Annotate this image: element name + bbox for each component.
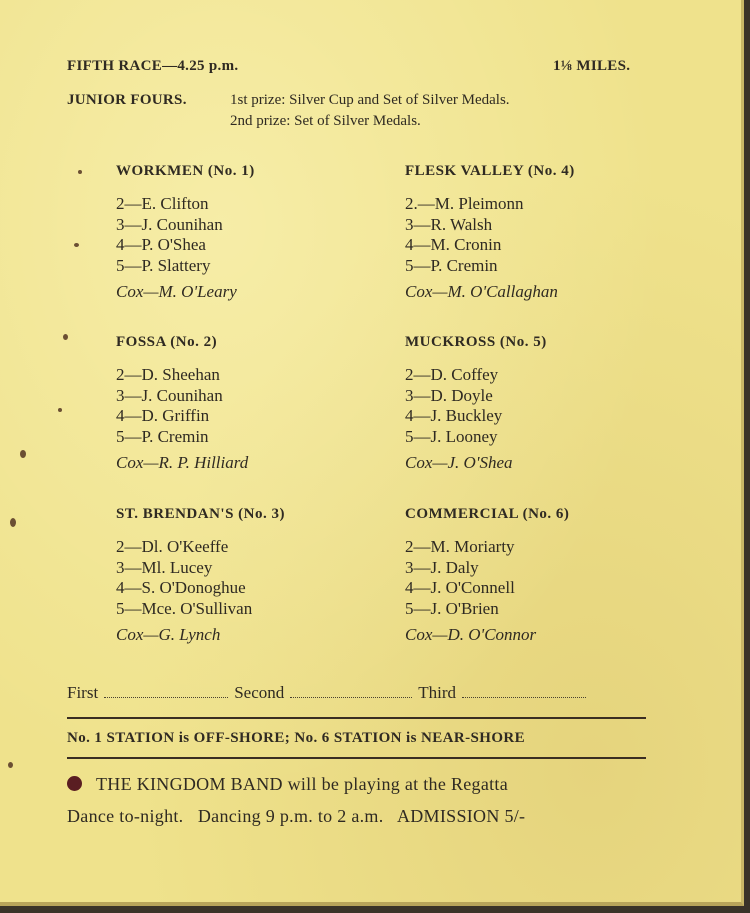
- crew-member: 2.—M. Pleimonn: [405, 194, 524, 213]
- race-distance: 1⅛ MILES.: [553, 58, 631, 74]
- crew-member: 5—J. O'Brien: [405, 598, 499, 618]
- team-block: [405, 163, 575, 302]
- crew-member: 4—J. Buckley: [405, 406, 503, 425]
- band-line1-text: THE KINGDOM BAND will be playing at the Regatta: [96, 774, 509, 794]
- foxing-spot: [78, 170, 82, 174]
- team-block: [405, 334, 547, 473]
- crew-member: 3—J. Counihan: [116, 214, 223, 234]
- race-title: FIFTH RACE—4.25 p.m.: [67, 58, 239, 74]
- team-block: [116, 334, 248, 473]
- foxing-spot: [74, 243, 79, 247]
- foxing-spot: [20, 450, 26, 458]
- foxing-spot: [63, 334, 68, 340]
- team-block: [405, 506, 569, 645]
- bullet-icon: [67, 776, 82, 791]
- team-name: ST. BRENDAN'S (No. 3): [116, 506, 285, 522]
- cox-name: Cox—G. Lynch: [116, 625, 221, 644]
- band-announcement-line2: Dance to-night. Dancing 9 p.m. to 2 a.m. ADMISSION 5/-: [67, 806, 526, 826]
- crew-member: 4—M. Cronin: [405, 235, 502, 254]
- third-label: Third: [418, 683, 457, 702]
- cox-name: Cox—M. O'Callaghan: [405, 282, 558, 301]
- crew-member: 5—P. Cremin: [116, 426, 209, 446]
- crew-member: 2—M. Moriarty: [405, 537, 515, 556]
- cox-name: Cox—J. O'Shea: [405, 453, 513, 472]
- crew-member: 2—D. Sheehan: [116, 365, 220, 384]
- cox-name: Cox—M. O'Leary: [116, 282, 237, 301]
- divider-top: [67, 717, 646, 719]
- crew-member: 5—P. Cremin: [405, 255, 498, 275]
- first-blank: [104, 693, 228, 698]
- crew-member: 4—J. O'Connell: [405, 578, 515, 597]
- team-name: FOSSA (No. 2): [116, 334, 218, 350]
- crew-member: 5—P. Slattery: [116, 255, 211, 275]
- second-blank: [290, 693, 412, 698]
- team-block: [116, 506, 285, 645]
- cox-name: Cox—R. P. Hilliard: [116, 453, 249, 472]
- crew-member: 5—Mce. O'Sullivan: [116, 598, 253, 618]
- cox-name: Cox—D. O'Connor: [405, 625, 537, 644]
- crew-member: 4—D. Griffin: [116, 406, 210, 425]
- crew-member: 3—D. Doyle: [405, 385, 493, 405]
- station-note: No. 1 STATION is OFF-SHORE; No. 6 STATION is NEAR-SHORE: [67, 730, 526, 746]
- event-name: JUNIOR FOURS.: [67, 92, 187, 108]
- crew-member: 3—Ml. Lucey: [116, 557, 213, 577]
- team-name: COMMERCIAL (No. 6): [405, 506, 570, 522]
- crew-member: 5—J. Looney: [405, 426, 498, 446]
- second-label: Second: [234, 683, 285, 702]
- crew-member: 4—P. O'Shea: [116, 235, 206, 254]
- divider-bottom: [67, 757, 646, 759]
- team-name: WORKMEN (No. 1): [116, 163, 255, 179]
- first-prize: 1st prize: Silver Cup and Set of Silver Medals.: [230, 92, 510, 108]
- team-name: FLESK VALLEY (No. 4): [405, 163, 575, 179]
- crew-member: 2—Dl. O'Keeffe: [116, 537, 229, 556]
- foxing-spot: [10, 518, 16, 527]
- foxing-spot: [58, 408, 62, 412]
- results-line: [67, 683, 592, 703]
- foxing-spot: [8, 762, 13, 768]
- first-label: First: [67, 683, 99, 702]
- crew-member: 3—R. Walsh: [405, 214, 493, 234]
- band-announcement-line1: [67, 774, 508, 795]
- team-block: [116, 163, 255, 302]
- third-blank: [462, 693, 586, 698]
- crew-member: 2—E. Clifton: [116, 194, 209, 213]
- team-name: MUCKROSS (No. 5): [405, 334, 547, 350]
- second-prize: 2nd prize: Set of Silver Medals.: [230, 113, 421, 129]
- crew-member: 3—J. Daly: [405, 557, 479, 577]
- crew-member: 4—S. O'Donoghue: [116, 578, 246, 597]
- crew-member: 3—J. Counihan: [116, 385, 223, 405]
- crew-member: 2—D. Coffey: [405, 365, 499, 384]
